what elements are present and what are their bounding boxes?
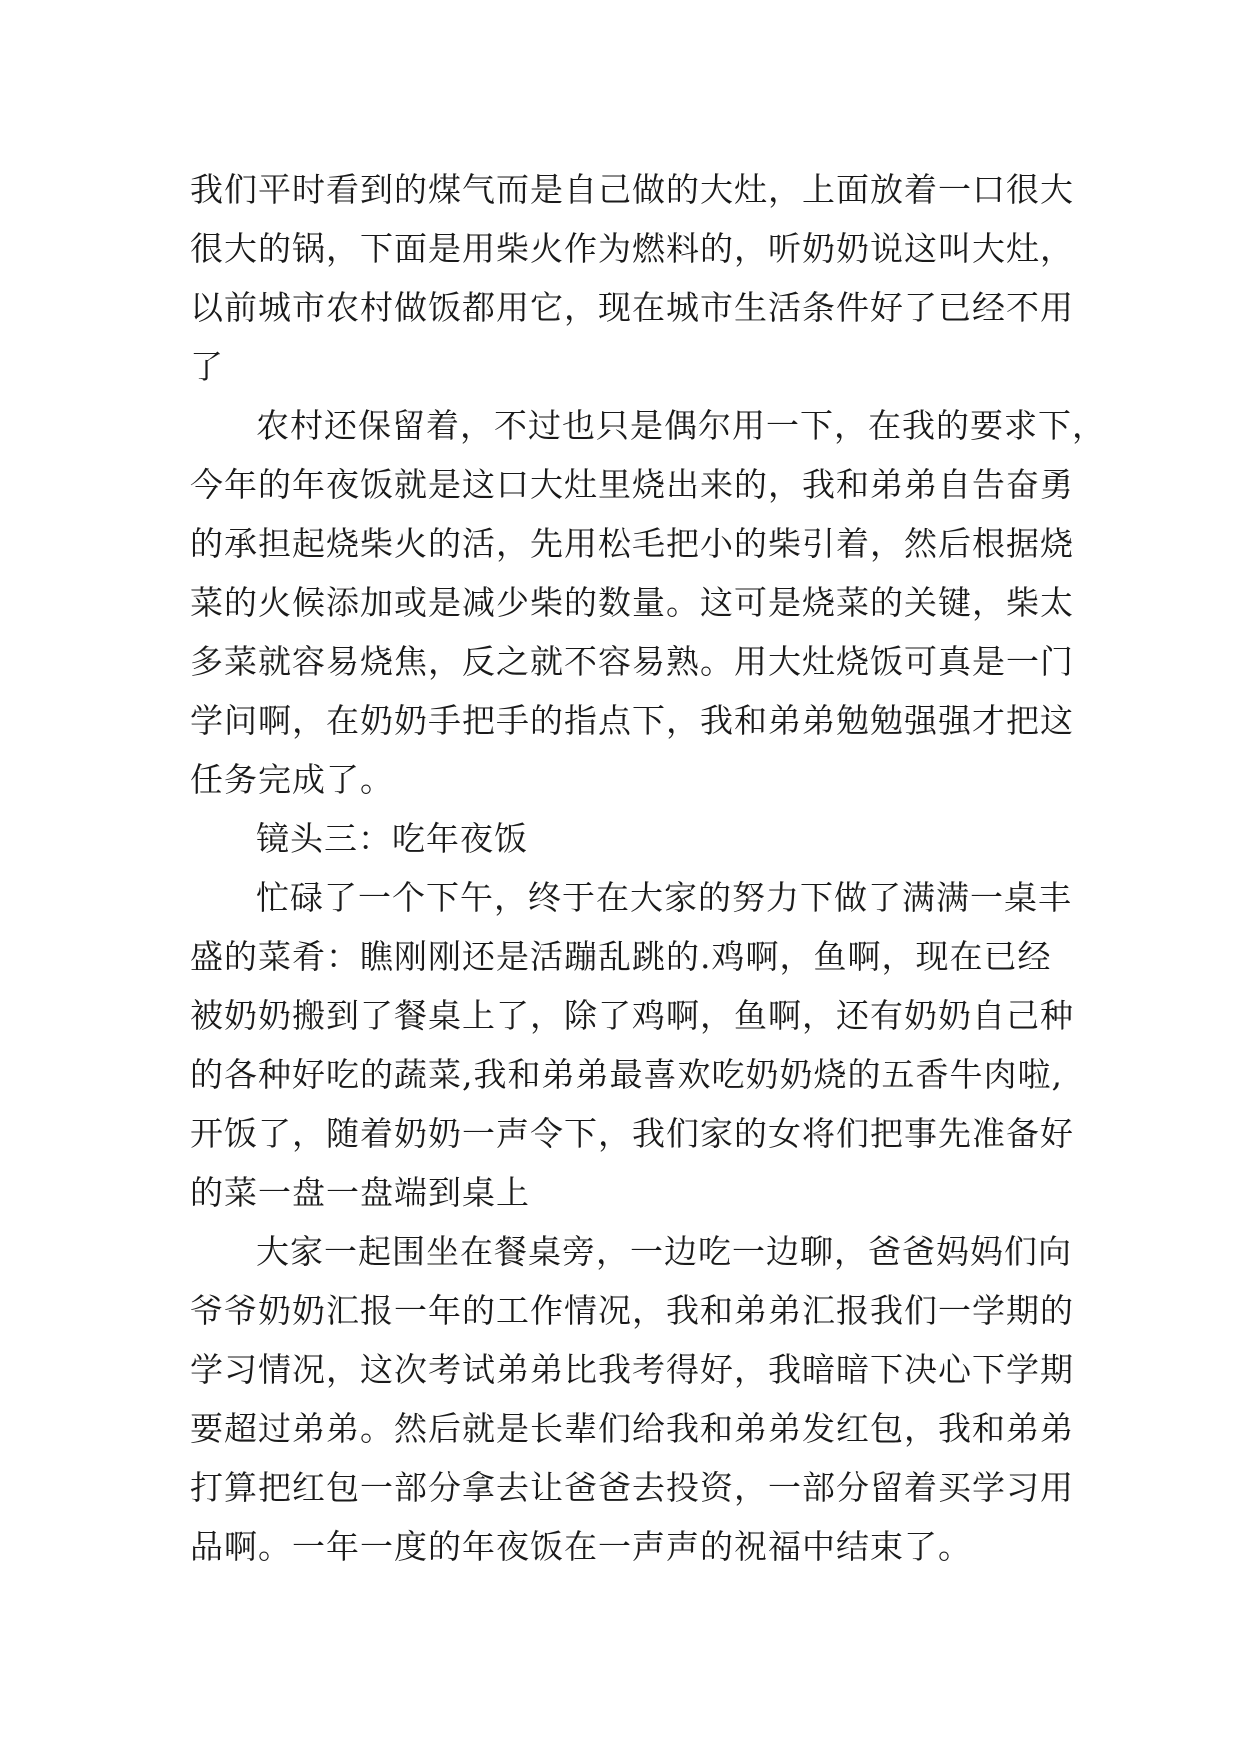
text-line: 今年的年夜饭就是这口大灶里烧出来的，我和弟弟自告奋勇 bbox=[190, 465, 1074, 504]
text-line: 被奶奶搬到了餐桌上了，除了鸡啊，鱼啊，还有奶奶自己种 bbox=[190, 996, 1074, 1035]
text-line: 忙碌了一个下午，终于在大家的努力下做了满满一桌丰 bbox=[256, 878, 1072, 917]
text-line: 了 bbox=[190, 347, 224, 386]
text-line: 的各种好吃的蔬菜,我和弟弟最喜欢吃奶奶烧的五香牛肉啦, bbox=[190, 1055, 1063, 1094]
section-heading bbox=[190, 809, 1060, 868]
paragraph-2 bbox=[190, 396, 1106, 809]
text-line: 的承担起烧柴火的活，先用松毛把小的柴引着，然后根据烧 bbox=[190, 524, 1074, 563]
heading-line: 镜头三：吃年夜饭 bbox=[256, 819, 528, 858]
text-line: 以前城市农村做饭都用它，现在城市生活条件好了已经不用 bbox=[190, 288, 1074, 327]
paragraph-4 bbox=[190, 1222, 1074, 1576]
text-line: 多菜就容易烧焦，反之就不容易熟。用大灶烧饭可真是一门 bbox=[190, 642, 1074, 681]
text-line: 学问啊，在奶奶手把手的指点下，我和弟弟勉勉强强才把这 bbox=[190, 701, 1074, 740]
text-line: 大家一起围坐在餐桌旁，一边吃一边聊，爸爸妈妈们向 bbox=[256, 1232, 1072, 1271]
text-line: 菜的火候添加或是减少柴的数量。这可是烧菜的关键，柴太 bbox=[190, 583, 1074, 622]
text-line: 学习情况，这次考试弟弟比我考得好，我暗暗下决心下学期 bbox=[190, 1350, 1074, 1389]
text-line: 盛的菜肴：瞧刚刚还是活蹦乱跳的.鸡啊，鱼啊，现在已经 bbox=[190, 937, 1052, 976]
body-text bbox=[190, 160, 1106, 1576]
text-line: 农村还保留着，不过也只是偶尔用一下，在我的要求下， bbox=[256, 406, 1106, 445]
text-line: 的菜一盘一盘端到桌上 bbox=[190, 1173, 530, 1212]
text-line: 开饭了，随着奶奶一声令下，我们家的女将们把事先准备好 bbox=[190, 1114, 1074, 1153]
text-line: 要超过弟弟。然后就是长辈们给我和弟弟发红包，我和弟弟 bbox=[190, 1409, 1074, 1448]
text-line: 很大的锅，下面是用柴火作为燃料的，听奶奶说这叫大灶， bbox=[190, 229, 1074, 268]
paragraph-1 bbox=[190, 160, 1074, 396]
text-line: 品啊。一年一度的年夜饭在一声声的祝福中结束了。 bbox=[190, 1527, 972, 1566]
text-line: 打算把红包一部分拿去让爸爸去投资，一部分留着买学习用 bbox=[190, 1468, 1074, 1507]
text-line: 我们平时看到的煤气而是自己做的大灶，上面放着一口很大 bbox=[190, 170, 1074, 209]
paragraph-3 bbox=[190, 868, 1074, 1222]
text-line: 爷爷奶奶汇报一年的工作情况，我和弟弟汇报我们一学期的 bbox=[190, 1291, 1074, 1330]
text-line: 任务完成了。 bbox=[190, 760, 394, 799]
